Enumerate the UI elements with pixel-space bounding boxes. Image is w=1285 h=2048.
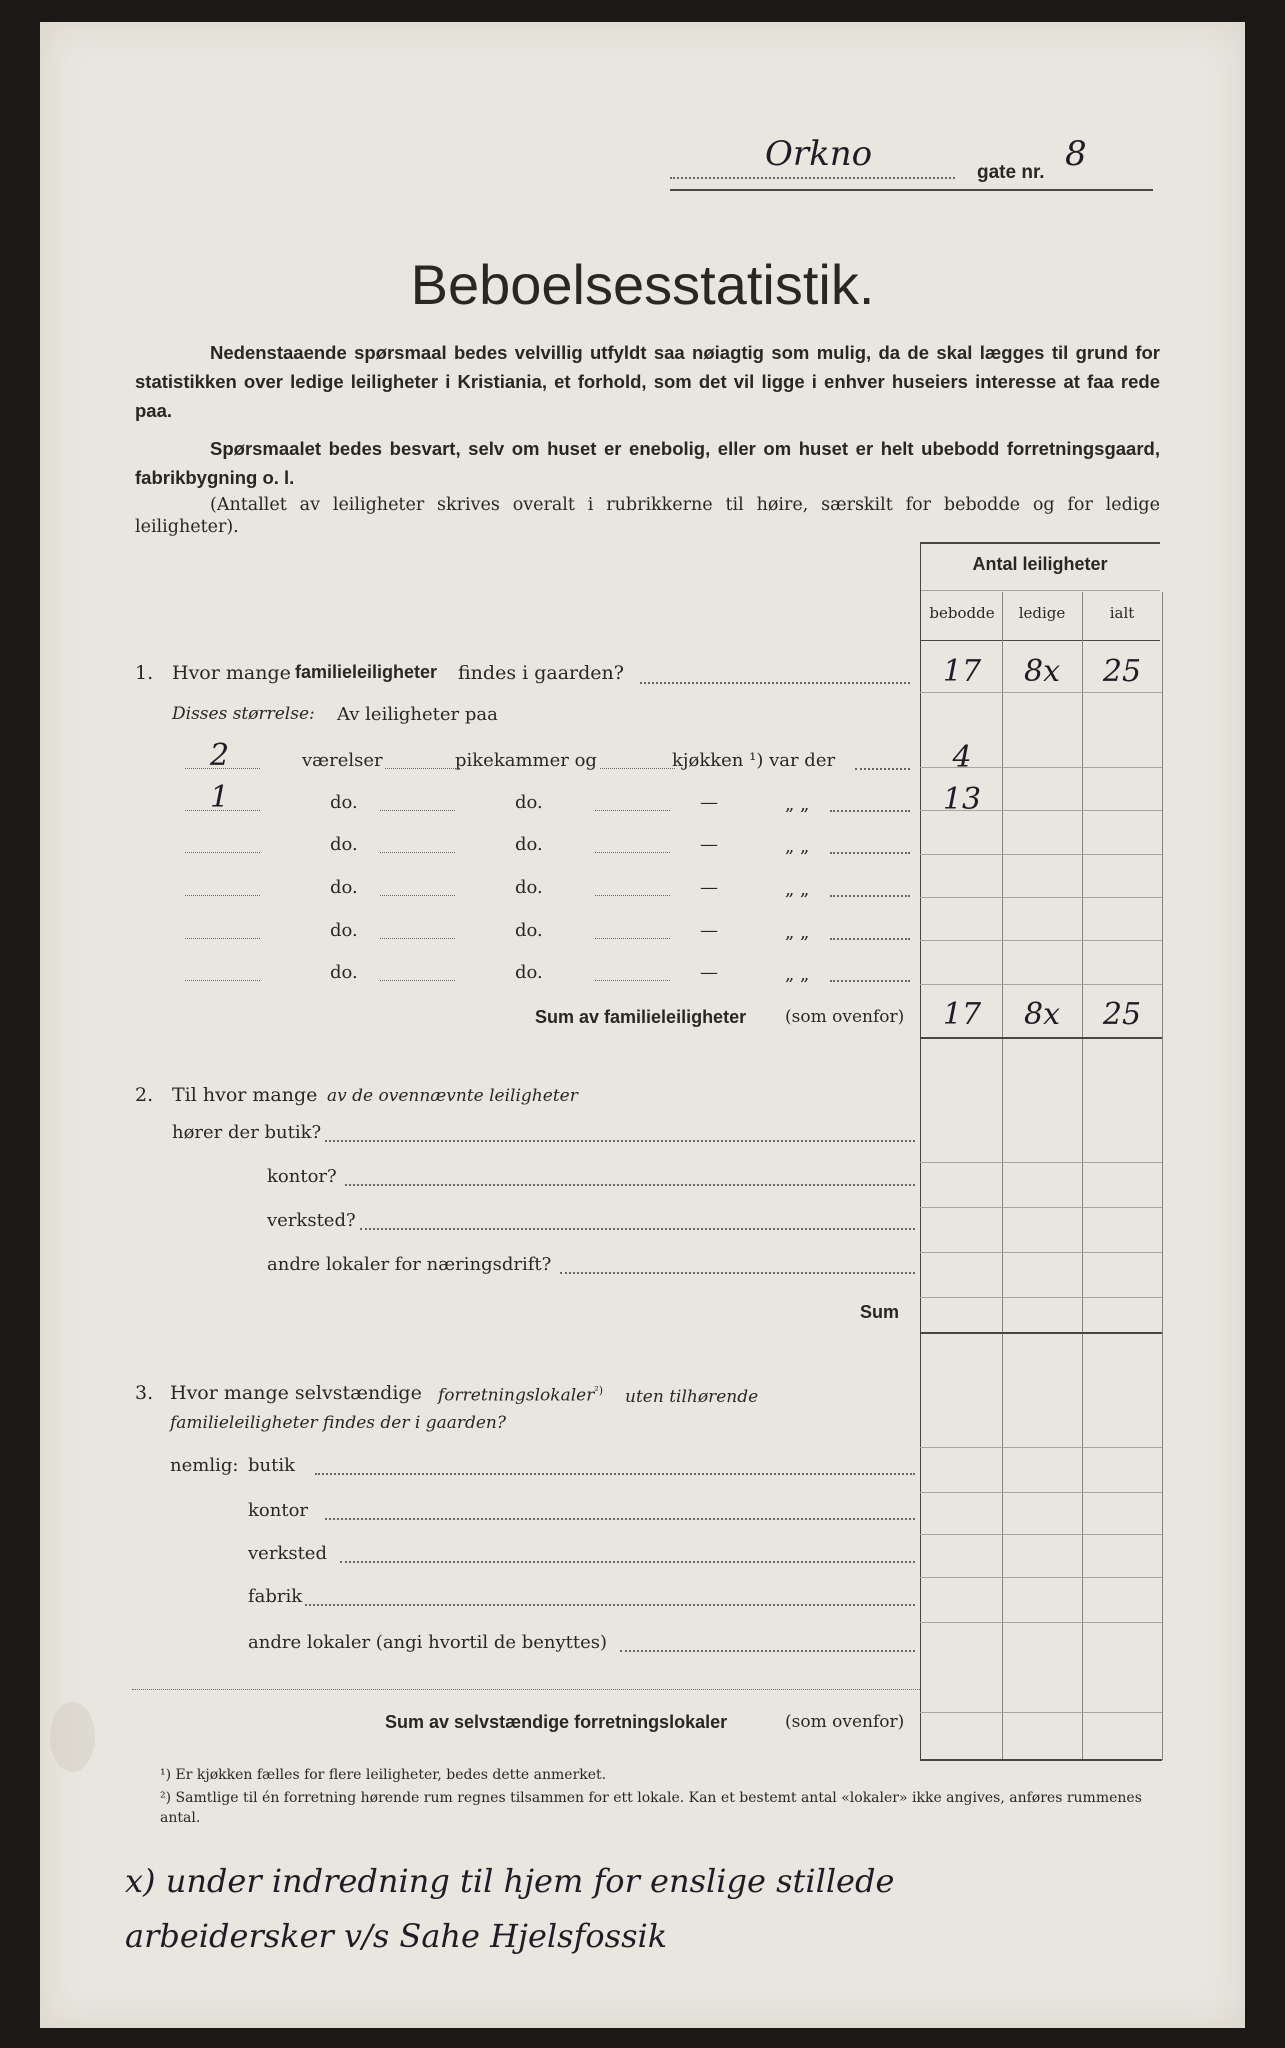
size-row-vaerelser: do.	[330, 792, 358, 813]
size-row-kjokken-line	[595, 852, 670, 853]
q3-text-b-sup: ²)	[594, 1384, 604, 1397]
size-row-leader	[830, 852, 910, 854]
sum1-line	[920, 1037, 1162, 1039]
size-row-vaerelser: do.	[330, 920, 358, 941]
handwritten-note-line-1: x) under indredning til hjem for enslige stillede	[125, 1862, 895, 1900]
row-line	[920, 1534, 1162, 1535]
size-label: Disses størrelse:	[172, 704, 315, 724]
footnote-1: ¹) Er kjøkken fælles for flere leiligheter, bedes dette anmerket.	[160, 1767, 607, 1783]
row-line	[920, 1622, 1162, 1623]
size-row-number-line	[185, 980, 260, 981]
row-line	[920, 1712, 1162, 1713]
q1-ledige: 8x	[1023, 654, 1060, 689]
intro-paragraph-3: (Antallet av leiligheter skrives overalt i rubrikkerne til høire, særskilt for bebodde og for ledige leiligheter).	[135, 495, 1160, 537]
row-line	[920, 1492, 1162, 1493]
q1-text-b: familieleiligheter	[295, 662, 438, 682]
row-line	[920, 897, 1162, 898]
q1-ialt: 25	[1102, 654, 1142, 689]
size-row-pike-line	[380, 980, 455, 981]
size-row-vaerelser: do.	[330, 962, 358, 983]
gate-number: 8	[1065, 134, 1087, 174]
size-row-pike-line	[380, 810, 455, 811]
size-row-kjokken-line	[595, 938, 670, 939]
size-row-pikekammer: do.	[515, 834, 543, 855]
row-line	[920, 940, 1162, 941]
size-row-pike-line	[380, 938, 455, 939]
header-underline	[670, 189, 1153, 191]
q2-item-verksted: verksted?	[267, 1210, 356, 1231]
handwritten-note-line-2: arbeidersker v/s Sahe Hjelsfossik	[125, 1917, 668, 1955]
size-row-kjokken-line	[595, 980, 670, 981]
street-name: Orkno	[765, 134, 873, 174]
q1-text-a: Hvor mange	[172, 662, 291, 684]
size-row-pikekammer: do.	[515, 962, 543, 983]
q3-separator	[132, 1689, 920, 1690]
q3-item-kontor: kontor	[248, 1500, 309, 1521]
size-row-vaerelser: do.	[330, 834, 358, 855]
size-row-kjokken: —	[700, 834, 718, 855]
q3-item-fabrik: fabrik	[248, 1586, 303, 1607]
q2-item-butik: hører der butik?	[172, 1122, 322, 1143]
q3-item-verksted: verksted	[248, 1543, 327, 1564]
q3-leader-4	[305, 1604, 915, 1606]
size-row-leader	[830, 980, 910, 982]
q3-number: 3.	[135, 1382, 154, 1404]
size-row-bebodde: 13	[942, 782, 982, 817]
size-row-kjokken-line	[600, 768, 675, 769]
size-row-number: 1	[210, 780, 230, 815]
q1-bebodde: 17	[942, 654, 982, 689]
q3-text-c: uten tilhørende familieleiligheter findes der i gaarden?	[170, 1387, 759, 1433]
form-page	[40, 22, 1245, 2028]
size-row-number-line	[185, 938, 260, 939]
q2-number: 2.	[135, 1084, 154, 1106]
q1-text-c: findes i gaarden?	[458, 662, 624, 684]
q3-leader-2	[325, 1518, 915, 1520]
row-line	[920, 1577, 1162, 1578]
q2-leader-2	[345, 1184, 915, 1186]
row-line	[920, 1207, 1162, 1208]
row-line	[920, 984, 1162, 985]
table-vline-4	[1162, 592, 1163, 1760]
footnote-2: ²) Samtlige til én forretning hørende rum regnes tilsammen for ett lokale. Kan et bestemt antal «lokaler» ikke angives, anføres rummenes antal.	[160, 1790, 1142, 1826]
size-row-pike-line	[385, 768, 460, 769]
size-row-kjokken: kjøkken ¹) var der	[672, 750, 836, 771]
size-row-pike-line	[380, 852, 455, 853]
row-line	[920, 1162, 1162, 1163]
table-subheader-line	[920, 590, 1160, 591]
size-row-pikekammer: do.	[515, 877, 543, 898]
row-line	[920, 854, 1162, 855]
size-row-pike-line	[380, 895, 455, 896]
col-header-ledige: ledige	[1018, 604, 1066, 622]
table-bottom-line	[920, 1759, 1162, 1761]
q1-number: 1.	[135, 662, 154, 684]
intro-paragraph-1: Nedenstaaende spørsmaal bedes velvillig utfyldt saa nøiagtig som mulig, da de skal lægges til grund for statistikken over ledige leiligheter i Kristiania, et forhold, som det vil ligge i enhver huseiers interesse at faa rede paa.	[135, 342, 1160, 421]
col-header-ialt: ialt	[1109, 604, 1135, 622]
size-row-kjokken: —	[700, 962, 718, 983]
q3-item-butik: butik	[248, 1455, 296, 1476]
q2-leader-3	[360, 1228, 915, 1230]
q2-text-b: av de ovennævnte leiligheter	[327, 1086, 578, 1106]
gate-nr-label: gate nr.	[977, 162, 1045, 183]
sum2-line	[920, 1332, 1162, 1334]
q2-text-a: Til hvor mange	[172, 1084, 318, 1106]
q3-leader-5	[620, 1650, 915, 1652]
q3-text-b-word: forretningslokaler	[438, 1385, 595, 1406]
q1-sum-ialt: 25	[1102, 997, 1142, 1032]
size-row-kjokken-line	[595, 810, 670, 811]
row-line	[920, 1447, 1162, 1448]
size-row-kjokken: —	[700, 920, 718, 941]
size-row-leader	[855, 768, 910, 770]
q3-sum-label: Sum av selvstændige forretningslokaler	[385, 1712, 728, 1732]
q3-text-a: Hvor mange selvstændige	[170, 1382, 422, 1404]
size-row-leader	[830, 938, 910, 940]
q1-sum-suffix: (som ovenfor)	[785, 1007, 905, 1027]
table-top-line	[920, 542, 1160, 544]
intro-paragraph-2: Spørsmaalet bedes besvart, selv om huset er enebolig, eller om huset er helt ubebodd forretningsgaard, fabrikbygning o. l.	[135, 438, 1160, 488]
size-row-pikekammer: do.	[515, 792, 543, 813]
size-label-2: Av leiligheter paa	[337, 704, 498, 725]
q1-sum-ledige: 8x	[1023, 997, 1060, 1032]
size-row-ditto: „ „	[785, 964, 810, 985]
q3-sum-suffix: (som ovenfor)	[785, 1712, 905, 1732]
size-row-ditto: „ „	[785, 879, 810, 900]
size-row-bebodde: 4	[952, 740, 972, 775]
size-row-ditto: „ „	[785, 836, 810, 857]
size-row-number: 2	[210, 738, 230, 773]
q1-sum-bebodde: 17	[942, 997, 982, 1032]
q2-item-andre: andre lokaler for næringsdrift?	[267, 1254, 552, 1275]
size-row-kjokken-line	[595, 895, 670, 896]
size-row-number-line	[185, 895, 260, 896]
row-line	[920, 1252, 1162, 1253]
street-line	[670, 177, 955, 179]
size-row-ditto: „ „	[785, 794, 810, 815]
size-row-pikekammer: do.	[515, 920, 543, 941]
paper-stain	[50, 1702, 95, 1772]
size-row-pikekammer: pikekammer og	[455, 750, 597, 771]
size-row-kjokken: —	[700, 877, 718, 898]
q3-leader-3	[340, 1561, 915, 1563]
table-group-header: Antal leiligheter	[972, 554, 1108, 574]
size-row-vaerelser: værelser	[302, 750, 383, 771]
size-row-leader	[830, 810, 910, 812]
q3-item-andre: andre lokaler (angi hvortil de benyttes)	[248, 1632, 608, 1653]
row-line	[920, 692, 1162, 693]
size-row-vaerelser: do.	[330, 877, 358, 898]
size-row-kjokken: —	[700, 792, 718, 813]
size-row-number-line	[185, 852, 260, 853]
q3-nemlig: nemlig:	[170, 1455, 239, 1476]
row-line	[920, 1297, 1162, 1298]
size-row-leader	[830, 895, 910, 897]
q3-leader-1	[315, 1473, 915, 1475]
q2-leader-1	[325, 1140, 915, 1142]
q2-sum-label: Sum	[860, 1302, 900, 1322]
q1-sum-label: Sum av familieleiligheter	[535, 1007, 747, 1027]
page-title: Beboelsesstatistik.	[410, 253, 875, 316]
q1-leader	[640, 682, 910, 684]
q2-leader-4	[560, 1272, 915, 1274]
table-header-bottom	[920, 640, 1160, 641]
size-row-ditto: „ „	[785, 922, 810, 943]
q2-item-kontor: kontor?	[267, 1166, 337, 1187]
col-header-bebodde: bebodde	[929, 604, 995, 622]
